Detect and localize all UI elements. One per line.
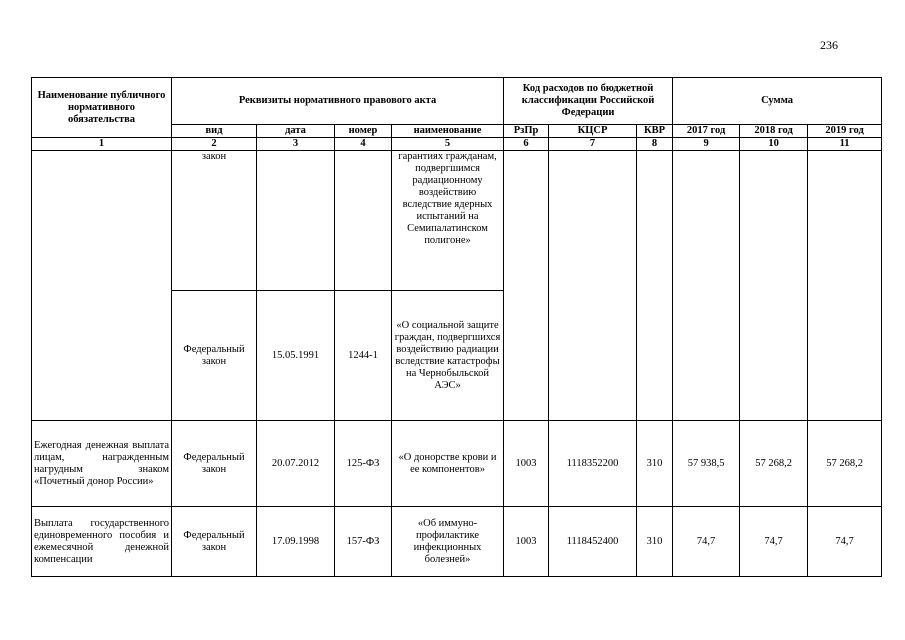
act-type-cell: Федеральный закон — [172, 421, 257, 507]
column-number: 3 — [257, 138, 335, 151]
act-type-cell: закон — [172, 151, 257, 291]
amount-2019-cell: 57 268,2 — [808, 421, 882, 507]
column-number: 9 — [673, 138, 740, 151]
rzpr-cell: 1003 — [504, 507, 549, 577]
act-date-cell: 17.09.1998 — [257, 507, 335, 577]
amount-2018-cell: 74,7 — [740, 507, 808, 577]
header-row-1 — [32, 78, 882, 125]
act-date-cell: 20.07.2012 — [257, 421, 335, 507]
header-type: вид — [172, 125, 257, 138]
act-type-cell: Федеральный закон — [172, 291, 257, 421]
header-2017: 2017 год — [673, 125, 740, 138]
amount-2017-cell: 57 938,5 — [673, 421, 740, 507]
act-date-cell — [257, 151, 335, 291]
obligation-cell — [32, 151, 172, 421]
kvr-cell: 310 — [637, 421, 673, 507]
act-date-cell: 15.05.1991 — [257, 291, 335, 421]
column-number: 11 — [808, 138, 882, 151]
header-rzpr: РзПр — [504, 125, 549, 138]
budget-obligations-table — [31, 77, 882, 577]
column-number: 2 — [172, 138, 257, 151]
act-name-cell: «О донорстве крови и ее компонентов» — [392, 421, 504, 507]
header-kvr: КВР — [637, 125, 673, 138]
amount-2019-cell — [808, 151, 882, 421]
act-number-cell: 125-ФЗ — [335, 421, 392, 507]
amount-2019-cell: 74,7 — [808, 507, 882, 577]
header-kcsr: КЦСР — [549, 125, 637, 138]
act-name-cell: «Об иммуно-профилактике инфекционных болезней» — [392, 507, 504, 577]
rzpr-cell — [504, 151, 549, 421]
table-row — [32, 507, 882, 577]
kcsr-cell: 1118452400 — [549, 507, 637, 577]
kcsr-cell — [549, 151, 637, 421]
obligation-cell: Выплата государственного единовременного пособия и ежемесячной денежной компенсации — [32, 507, 172, 577]
act-number-cell: 157-ФЗ — [335, 507, 392, 577]
kvr-cell: 310 — [637, 507, 673, 577]
column-number: 7 — [549, 138, 637, 151]
column-number: 4 — [335, 138, 392, 151]
header-name: наименование — [392, 125, 504, 138]
amount-2017-cell — [673, 151, 740, 421]
rzpr-cell: 1003 — [504, 421, 549, 507]
column-number: 8 — [637, 138, 673, 151]
header-2018: 2018 год — [740, 125, 808, 138]
header-obligation-name: Наименование публичного нормативного обязательства — [32, 78, 172, 138]
act-name-cell: гарантиях гражданам, подвергшимся радиационному воздействию вследствие ядерных испытаний на Семипалатинском полигоне» — [392, 151, 504, 291]
kcsr-cell: 1118352200 — [549, 421, 637, 507]
amount-2018-cell — [740, 151, 808, 421]
amount-2017-cell: 74,7 — [673, 507, 740, 577]
table-row — [32, 151, 882, 291]
kvr-cell — [637, 151, 673, 421]
header-2019: 2019 год — [808, 125, 882, 138]
header-date: дата — [257, 125, 335, 138]
column-number: 6 — [504, 138, 549, 151]
table-row — [32, 421, 882, 507]
header-act-requisites: Реквизиты нормативного правового акта — [172, 78, 504, 125]
column-number: 5 — [392, 138, 504, 151]
header-budget-code: Код расходов по бюджетной классификации Российской Федерации — [504, 78, 673, 125]
column-number-row — [32, 138, 882, 151]
header-amount: Сумма — [673, 78, 882, 125]
column-number: 1 — [32, 138, 172, 151]
act-number-cell — [335, 151, 392, 291]
page-number: 236 — [820, 38, 838, 52]
amount-2018-cell: 57 268,2 — [740, 421, 808, 507]
act-type-cell: Федеральный закон — [172, 507, 257, 577]
act-name-cell: «О социальной защите граждан, подвергшихся воздействию радиации вследствие катастрофы на Чернобыльской АЭС» — [392, 291, 504, 421]
column-number: 10 — [740, 138, 808, 151]
act-number-cell: 1244-1 — [335, 291, 392, 421]
header-number: номер — [335, 125, 392, 138]
obligation-cell: Ежегодная денежная выплата лицам, награжденным нагрудным знаком «Почетный донор России» — [32, 421, 172, 507]
